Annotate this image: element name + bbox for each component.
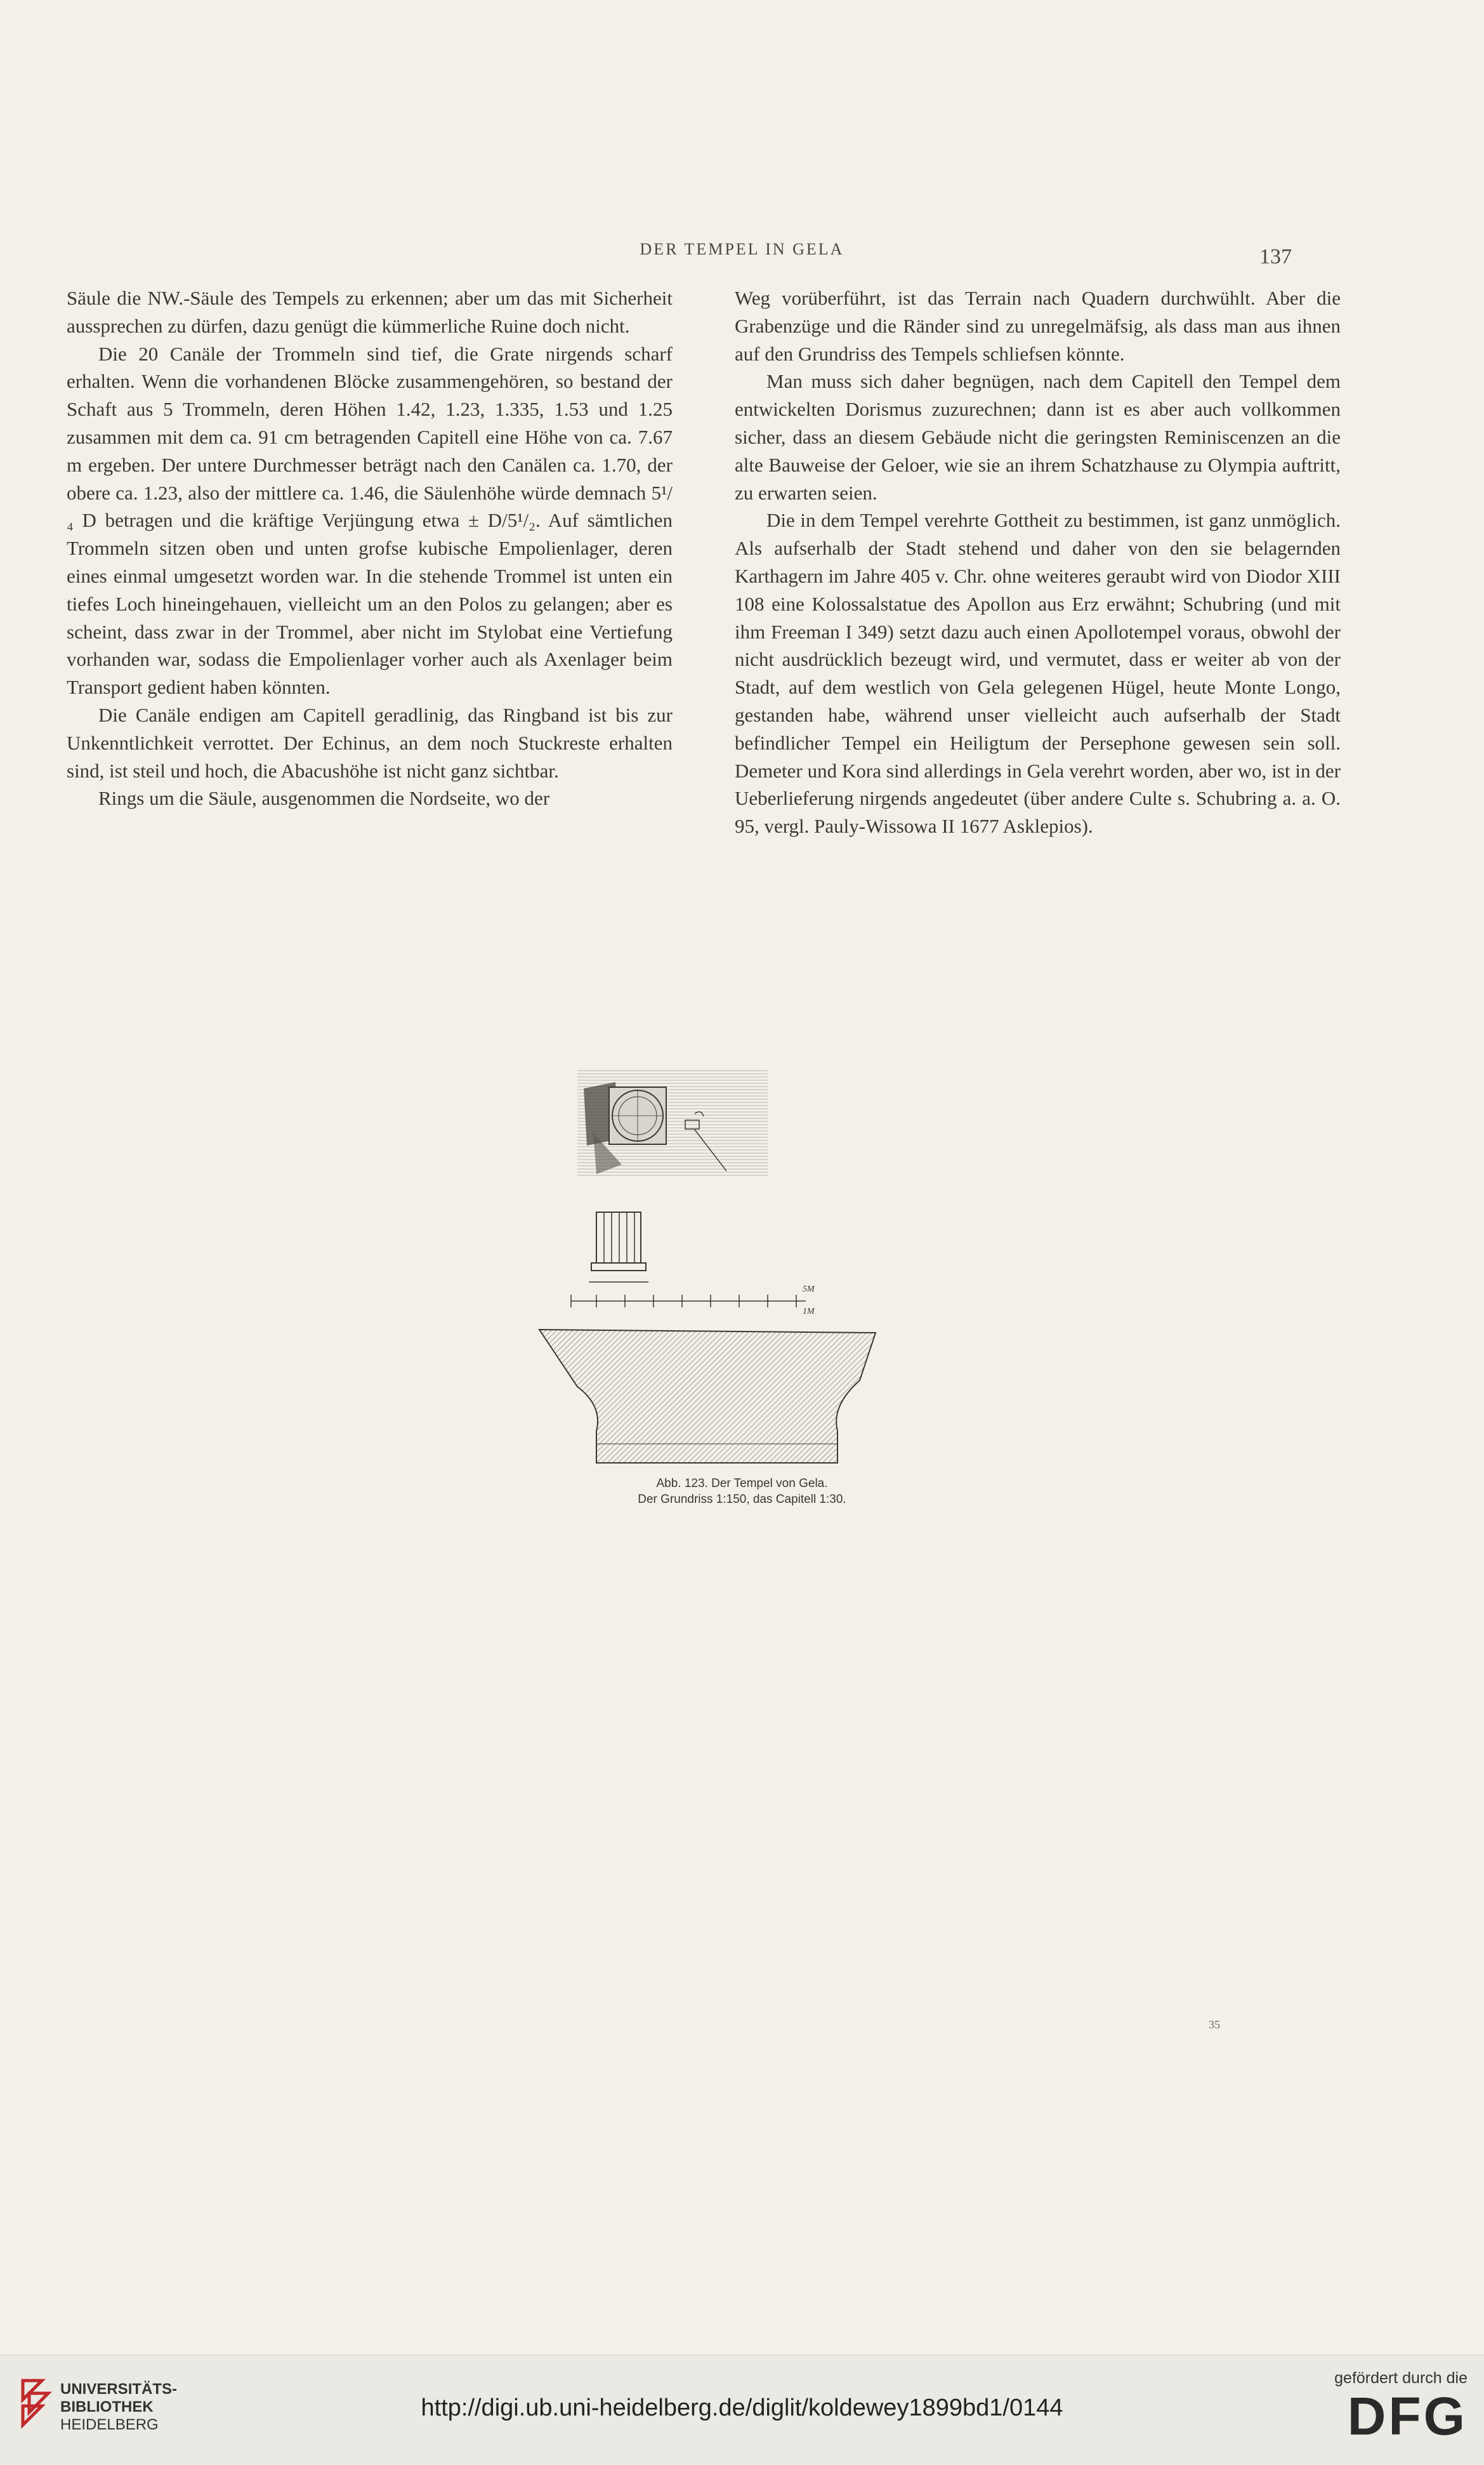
library-name-line: HEIDELBERG — [60, 2416, 159, 2433]
dfg-logo: DFG — [1347, 2386, 1468, 2446]
caption-scale: Der Grundriss 1:150, das Capitell 1:30. — [638, 1493, 846, 1506]
capital-profile — [539, 1330, 876, 1463]
temple-drawing — [533, 1063, 888, 1469]
figure — [533, 1063, 888, 1472]
paragraph: Die Canäle endigen am Capitell geradlinig, das Ringband ist bis zur Unkenntlichkeit verrottet. Der Echinus, an dem noch Stuckreste erhalten sind, ist steil und hoch, die Abacushöhe ist nicht ganz sichtbar. — [67, 703, 673, 782]
figure-caption — [0, 1476, 1484, 1507]
paragraph: Die in dem Tempel verehrte Gottheit zu bestimmen, ist ganz unmöglich. Als aufserhalb der Stadt stehend und daher von den sie belagernden Karthagern im Jahre 405 v. Chr. ohne weiteres geraubt wird von Diodor XIII 108 eine Kolossalstatue des Apollon aus Erz erwähnt; Schubring (und mit ihm Freeman I 349) setzt dazu auch einen Apollotempel voraus, obwohl der nicht ausdrücklich bezeugt wird, und vermutet, dass er weiter ab von der Stadt, auf dem westlich von Gela gelegenen Hügel, heute Monte Longo, gestanden habe, während unser vielleicht auch aufserhalb der Stadt befindlicher Tempel ein Heiligtum der Persephone gewesen sein soll. Demeter und Kora sind allerdings in Gela verehrt worden, aber wo, ist in der Ueberlieferung nirgends angedeutet (über andere Culte s. Schubring a. a. O. 95, vergl. Pauly-Wissowa II 1677 Asklepios). — [735, 509, 1341, 838]
left-column — [67, 284, 673, 812]
caption-title: Abb. 123. Der Tempel von Gela. — [656, 1477, 828, 1490]
permalink-url[interactable]: http://digi.ub.uni-heidelberg.de/diglit/koldewey1899bd1/0144 — [421, 2395, 1063, 2421]
funder-block[interactable] — [1334, 2369, 1468, 2445]
page-number: 137 — [1259, 245, 1292, 268]
sheet-number: 35 — [1209, 2018, 1220, 2031]
library-name-line: UNIVERSITÄTS- — [60, 2381, 178, 2398]
scale-label-1m: 1M — [803, 1307, 815, 1316]
paragraph: Weg vorüberführt, ist das Terrain nach Quadern durchwühlt. Aber die Grabenzüge und die Ränder sind zu unregelmäfsig, als dass man aus ihnen auf den Grundriss des Tempels schliefsen könnte. — [735, 287, 1341, 365]
paragraph: Säule die NW.-Säule des Tempels zu erkennen; aber um das mit Sicherheit aussprechen zu dürfen, dazu genügt die kümmerliche Ruine doch nicht. — [67, 287, 673, 337]
paragraph: Die 20 Canäle der Trommeln sind tief, die Grate nirgends scharf erhalten. Wenn die vorhandenen Blöcke zusammengehören, so bestand der Schaft aus 5 Trommeln, deren Höhen 1.42, 1.23, 1.335, 1.53 und 1.25 zusammen mit dem ca. 91 cm betragenden Capitell eine Höhe von ca. 7.67 m ergeben. Der untere Durchmesser beträgt nach den Canälen ca. 1.70, der obere ca. 1.23, also der mittlere ca. 1.46, die Säulenhöhe würde demnach 5¹/₄ D betragen und die kräftige Verjüngung etwa ± D/5¹/₂. Auf sämtlichen Trommeln sitzen oben und unten grofse kubische Empolienlager, deren eines einmal umgesetzt worden war. In die stehende Trommel ist unten ein tiefes Loch hineingehauen, vielleicht um an den Polos zu gelangen; aber es scheint, dass zwar in der Trommel, aber nicht im Stylobat eine Vertiefung vorhanden war, sodass die Empolienlager vorher auch als Axenlager beim Transport gedient haben könnten. — [67, 342, 673, 699]
paragraph: Rings um die Säule, ausgenommen die Nordseite, wo der — [98, 787, 550, 810]
paragraph: Man muss sich daher begnügen, nach dem Capitell den Tempel dem entwickelten Dorismus zuzurechnen; dann ist es aber auch vollkommen sicher, dass an diesem Gebäude nicht die geringsten Reminiscenzen an die alte Bauweise der Geloer, wie sie an ihrem Schatzhause zu Olympia auftritt, zu erwarten seien. — [735, 370, 1341, 504]
running-head: DER TEMPEL IN GELA — [640, 240, 844, 258]
ground-plan — [577, 1069, 768, 1177]
column-elevation — [589, 1212, 648, 1282]
scale-label-5m: 5M — [803, 1285, 815, 1294]
library-name-line: BIBLIOTHEK — [60, 2398, 154, 2415]
scale-bar — [571, 1285, 815, 1316]
right-column — [735, 284, 1341, 840]
funder-label: gefördert durch die — [1334, 2369, 1468, 2387]
footer-bar — [0, 2355, 1484, 2465]
